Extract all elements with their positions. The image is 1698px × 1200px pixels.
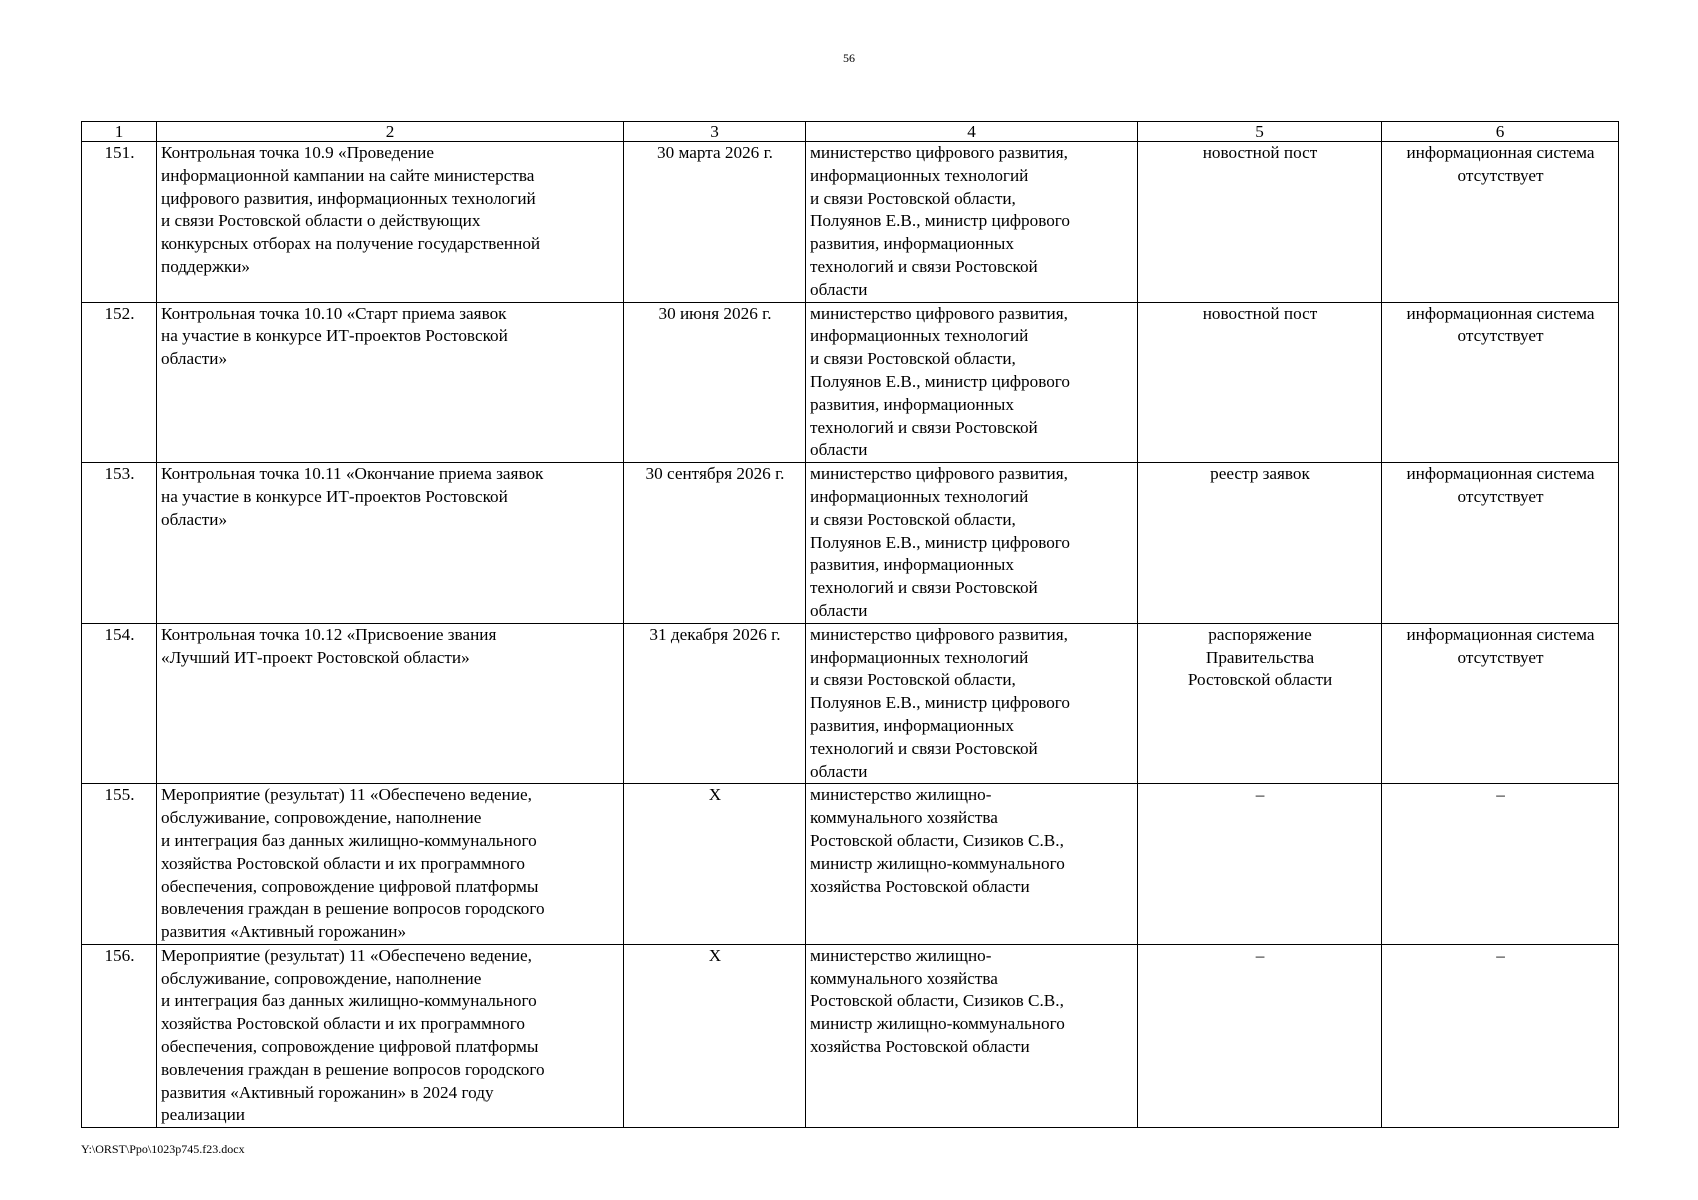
responsible-cell: [806, 142, 1138, 303]
row-number-cell: 155.: [82, 784, 157, 945]
column-header-4: 4: [806, 122, 1138, 142]
row-number-cell: 151.: [82, 142, 157, 303]
row-number-cell: 156.: [82, 944, 157, 1127]
cell-text-line: обеспечения, сопровождение цифровой платформы: [161, 1037, 539, 1057]
cell-text-line: развития, информационных: [810, 715, 1014, 735]
cell-text-line: Мероприятие (результат) 11 «Обеспечено ведение,: [161, 945, 532, 965]
cell-text-line: и связи Ростовской области,: [810, 349, 1016, 369]
cell-text-line: министр жилищно-коммунального: [810, 853, 1065, 873]
cell-text-line: информационная система: [1406, 303, 1595, 323]
column-header-5: 5: [1138, 122, 1382, 142]
cell-text-line: Полуянов Е.В., министр цифрового: [810, 693, 1071, 713]
description-cell: [157, 142, 624, 303]
table-row: [82, 944, 1619, 1127]
cell-text-line: развития «Активный горожанин» в 2024 году: [161, 1082, 494, 1102]
cell-text-line: 30 сентября 2026 г.: [645, 464, 785, 484]
cell-text-line: технологий и связи Ростовской: [810, 256, 1038, 276]
cell-text-line: 31 декабря 2026 г.: [649, 624, 781, 644]
cell-text-line: –: [1255, 785, 1265, 805]
information-system-cell: [1382, 623, 1619, 784]
deadline-cell: [624, 784, 806, 945]
page-number: 56: [843, 51, 855, 65]
cell-text-line: реализации: [161, 1105, 245, 1125]
cell-text-line: Полуянов Е.В., министр цифрового: [810, 532, 1071, 552]
cell-text-line: хозяйства Ростовской области и их программного: [161, 1014, 525, 1034]
document-type-cell: [1138, 142, 1382, 303]
table-row: [82, 784, 1619, 945]
cell-text-line: развития «Активный горожанин»: [161, 922, 407, 942]
cell-text-line: информационная система: [1406, 143, 1595, 162]
table-row: [82, 463, 1619, 624]
cell-text-line: и интеграция баз данных жилищно-коммунального: [161, 830, 537, 850]
cell-text-line: области»: [161, 349, 228, 369]
cell-text-line: Ростовской области, Сизиков С.В.,: [810, 830, 1064, 850]
cell-text-line: Правительства: [1205, 647, 1315, 667]
cell-text-line: области: [810, 761, 868, 781]
cell-text-line: на участие в конкурсе ИТ-проектов Ростовской: [161, 486, 508, 506]
cell-text-line: министерство жилищно-: [810, 785, 992, 805]
cell-text-line: информационная система: [1406, 464, 1595, 484]
information-system-cell: [1382, 944, 1619, 1127]
row-number-cell: 154.: [82, 623, 157, 784]
cell-text-line: Контрольная точка 10.10 «Старт приема заявок: [161, 303, 507, 323]
cell-text-line: отсутствует: [1457, 165, 1544, 185]
table-row: [82, 623, 1619, 784]
column-header-1: 1: [82, 122, 157, 142]
cell-text-line: Ростовской области, Сизиков С.В.,: [810, 991, 1064, 1011]
document-type-cell: [1138, 302, 1382, 463]
cell-text-line: –: [1255, 945, 1265, 965]
cell-text-line: и связи Ростовской области о действующих: [161, 211, 481, 231]
cell-text-line: области»: [161, 509, 228, 529]
cell-text-line: реестр заявок: [1210, 464, 1310, 484]
cell-text-line: новостной пост: [1202, 303, 1318, 323]
cell-text-line: хозяйства Ростовской области: [810, 1037, 1030, 1057]
header-row: [82, 122, 1619, 142]
deadline-cell: [624, 623, 806, 784]
description-cell: [157, 944, 624, 1127]
cell-text-line: информационных технологий: [810, 326, 1029, 346]
cell-text-line: Контрольная точка 10.9 «Проведение: [161, 143, 435, 162]
cell-text-line: развития, информационных: [810, 394, 1014, 414]
cell-text-line: министерство цифрового развития,: [810, 624, 1068, 644]
description-cell: [157, 302, 624, 463]
document-type-cell: [1138, 623, 1382, 784]
cell-text-line: технологий и связи Ростовской: [810, 578, 1038, 598]
row-number-cell: 153.: [82, 463, 157, 624]
cell-text-line: технологий и связи Ростовской: [810, 738, 1038, 758]
deadline-cell: [624, 302, 806, 463]
responsible-cell: [806, 463, 1138, 624]
cell-text-line: обеспечения, сопровождение цифровой платформы: [161, 876, 539, 896]
cell-text-line: министр жилищно-коммунального: [810, 1014, 1065, 1034]
cell-text-line: развития, информационных: [810, 234, 1014, 254]
cell-text-line: вовлечения граждан в решение вопросов городского: [161, 899, 545, 919]
document-type-cell: [1138, 944, 1382, 1127]
cell-text-line: цифрового развития, информационных технологий: [161, 188, 536, 208]
document-type-cell: [1138, 784, 1382, 945]
cell-text-line: хозяйства Ростовской области: [810, 876, 1030, 896]
cell-text-line: отсутствует: [1457, 647, 1544, 667]
cell-text-line: Контрольная точка 10.12 «Присвоение звания: [161, 624, 497, 644]
responsible-cell: [806, 623, 1138, 784]
cell-text-line: Контрольная точка 10.11 «Окончание приема заявок: [161, 464, 544, 484]
cell-text-line: и связи Ростовской области,: [810, 670, 1016, 690]
cell-text-line: распоряжение: [1208, 624, 1312, 644]
document-type-cell: [1138, 463, 1382, 624]
cell-text-line: информационных технологий: [810, 165, 1029, 185]
cell-text-line: и интеграция баз данных жилищно-коммунального: [161, 991, 537, 1011]
cell-text-line: развития, информационных: [810, 555, 1014, 575]
cell-text-line: Х: [708, 945, 722, 965]
column-header-3: 3: [624, 122, 806, 142]
cell-text-line: «Лучший ИТ-проект Ростовской области»: [161, 647, 470, 667]
cell-text-line: поддержки»: [161, 256, 251, 276]
cell-text-line: области: [810, 600, 868, 620]
cell-text-line: и связи Ростовской области,: [810, 509, 1016, 529]
cell-text-line: министерство цифрового развития,: [810, 464, 1068, 484]
cell-text-line: Х: [708, 785, 722, 805]
responsible-cell: [806, 784, 1138, 945]
cell-text-line: вовлечения граждан в решение вопросов городского: [161, 1059, 545, 1079]
cell-text-line: Полуянов Е.В., министр цифрового: [810, 371, 1071, 391]
cell-text-line: на участие в конкурсе ИТ-проектов Ростовской: [161, 326, 508, 346]
table-row: [82, 302, 1619, 463]
cell-text-line: области: [810, 279, 868, 299]
cell-text-line: министерство цифрового развития,: [810, 143, 1068, 162]
responsible-cell: [806, 944, 1138, 1127]
column-header-6: 6: [1382, 122, 1619, 142]
table-row: [82, 142, 1619, 303]
column-header-2: 2: [157, 122, 624, 142]
description-cell: [157, 623, 624, 784]
cell-text-line: Полуянов Е.В., министр цифрового: [810, 211, 1071, 231]
cell-text-line: информационная система: [1406, 624, 1595, 644]
cell-text-line: –: [1496, 945, 1505, 965]
information-system-cell: [1382, 784, 1619, 945]
cell-text-line: хозяйства Ростовской области и их программного: [161, 853, 525, 873]
responsible-cell: [806, 302, 1138, 463]
cell-text-line: области: [810, 440, 868, 460]
cell-text-line: информационных технологий: [810, 647, 1029, 667]
file-path-footer: Y:\ORST\Ppo\1023p745.f23.docx: [81, 1142, 245, 1156]
cell-text-line: обслуживание, сопровождение, наполнение: [161, 808, 482, 828]
cell-text-line: технологий и связи Ростовской: [810, 417, 1038, 437]
row-number-cell: 152.: [82, 302, 157, 463]
information-system-cell: [1382, 463, 1619, 624]
document-table: [81, 121, 1619, 1128]
deadline-cell: [624, 463, 806, 624]
cell-text-line: новостной пост: [1202, 143, 1318, 162]
deadline-cell: [624, 944, 806, 1127]
cell-text-line: Ростовской области: [1187, 670, 1333, 690]
cell-text-line: 30 марта 2026 г.: [657, 143, 773, 162]
information-system-cell: [1382, 302, 1619, 463]
cell-text-line: Мероприятие (результат) 11 «Обеспечено ведение,: [161, 785, 532, 805]
cell-text-line: министерство цифрового развития,: [810, 303, 1068, 323]
cell-text-line: коммунального хозяйства: [810, 808, 998, 828]
description-cell: [157, 784, 624, 945]
cell-text-line: отсутствует: [1457, 486, 1544, 506]
cell-text-line: информационных технологий: [810, 486, 1029, 506]
deadline-cell: [624, 142, 806, 303]
cell-text-line: информационной кампании на сайте министерства: [161, 165, 535, 185]
cell-text-line: конкурсных отборах на получение государственной: [161, 234, 541, 254]
cell-text-line: –: [1496, 785, 1505, 805]
cell-text-line: коммунального хозяйства: [810, 968, 998, 988]
cell-text-line: 30 июня 2026 г.: [658, 303, 772, 323]
cell-text-line: и связи Ростовской области,: [810, 188, 1016, 208]
description-cell: [157, 463, 624, 624]
cell-text-line: министерство жилищно-: [810, 945, 992, 965]
information-system-cell: [1382, 142, 1619, 303]
cell-text-line: отсутствует: [1457, 326, 1544, 346]
cell-text-line: обслуживание, сопровождение, наполнение: [161, 968, 482, 988]
